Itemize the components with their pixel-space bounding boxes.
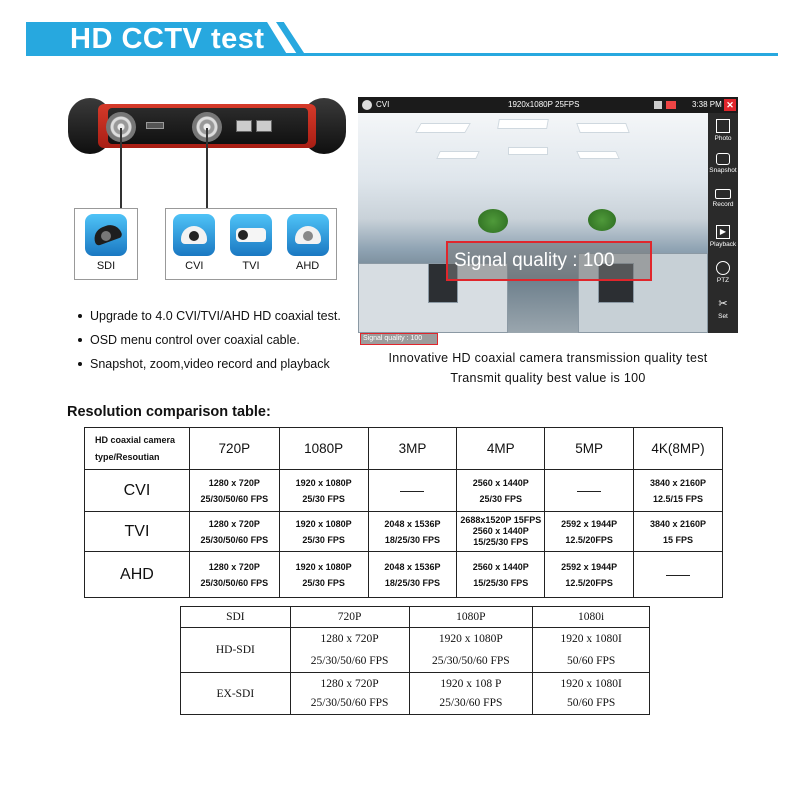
dome-camera-icon bbox=[287, 214, 329, 256]
table-cell: 1280 x 720P 25/30/50/60 FPS bbox=[290, 628, 409, 673]
row-header: TVI bbox=[85, 512, 190, 552]
camera-icon bbox=[362, 100, 372, 110]
table-cell: 1280 x 720P 25/30/50/60 FPS bbox=[189, 470, 279, 512]
screen-resolution: 1920x1080P 25FPS bbox=[508, 100, 580, 109]
table-cell-empty bbox=[634, 552, 723, 598]
table-header-row bbox=[85, 428, 723, 470]
ptz-icon bbox=[716, 261, 730, 275]
screen-caption bbox=[358, 348, 738, 388]
table-row bbox=[85, 512, 723, 552]
column-header: 5MP bbox=[545, 428, 634, 470]
table-cell: 2048 x 1536P 18/25/30 FPS bbox=[368, 552, 457, 598]
column-header: SDI bbox=[181, 607, 291, 628]
analog-camera-box bbox=[165, 208, 337, 280]
page-title: HD CCTV test bbox=[70, 23, 265, 55]
row-header: HD-SDI bbox=[181, 628, 291, 673]
close-icon[interactable]: ✕ bbox=[724, 99, 736, 111]
column-header: 1080P bbox=[279, 428, 368, 470]
dash-mark bbox=[400, 491, 424, 492]
feature-list bbox=[78, 304, 341, 376]
caption-line-2: Transmit quality best value is 100 bbox=[450, 371, 646, 385]
photo-icon bbox=[716, 119, 730, 133]
table-cell: 2688x1520P 15FPS 2560 x 1440P 15/25/30 FPS bbox=[457, 512, 545, 552]
row-header: CVI bbox=[85, 470, 190, 512]
table-cell: 2592 x 1944P 12.5/20FPS bbox=[545, 512, 634, 552]
table-cell-empty bbox=[368, 470, 457, 512]
table-row bbox=[181, 673, 650, 715]
tools-icon: ✂ bbox=[718, 298, 728, 310]
column-header: 4MP bbox=[457, 428, 545, 470]
tester-screen bbox=[358, 97, 738, 342]
row-header: AHD bbox=[85, 552, 190, 598]
record-icon bbox=[715, 189, 731, 199]
feature-item: Upgrade to 4.0 CVI/TVI/AHD HD coaxial test. bbox=[78, 304, 341, 328]
table-row bbox=[85, 470, 723, 512]
tvi-camera bbox=[230, 209, 272, 272]
rj45-port-icon bbox=[236, 120, 252, 132]
cvi-label: CVI bbox=[185, 260, 204, 272]
table-cell: 1920 x 1080P 25/30 FPS bbox=[279, 552, 368, 598]
feature-item: OSD menu control over coaxial cable. bbox=[78, 328, 341, 352]
camera-live-view bbox=[358, 113, 708, 342]
table-cell: 1920 x 1080P 25/30/50/60 FPS bbox=[409, 628, 533, 673]
table-cell: 2048 x 1536P 18/25/30 FPS bbox=[368, 512, 457, 552]
column-header: 1080i bbox=[533, 607, 650, 628]
side-button-playback[interactable]: ▶ Playback bbox=[709, 227, 737, 248]
hdmi-port-icon bbox=[146, 122, 164, 129]
rj45-port-icon bbox=[256, 120, 272, 132]
side-button-set[interactable]: ✂ Set bbox=[708, 293, 738, 329]
table-cell: 3840 x 2160P 15 FPS bbox=[634, 512, 723, 552]
side-button-ptz[interactable]: PTZ bbox=[708, 257, 738, 293]
cvi-camera bbox=[173, 209, 215, 272]
column-header: 720P bbox=[290, 607, 409, 628]
sdi-camera-box bbox=[74, 208, 138, 280]
table-row bbox=[85, 552, 723, 598]
table-cell: 1920 x 108 P 25/30/60 FPS bbox=[409, 673, 533, 715]
screen-time: 3:38 PM bbox=[692, 100, 722, 109]
signal-quality-callout: Signal quality : 100 bbox=[446, 241, 652, 281]
column-header: 1080P bbox=[409, 607, 533, 628]
table-cell: 2560 x 1440P 25/30 FPS bbox=[457, 470, 545, 512]
caption-line-1: Innovative HD coaxial camera transmission quality test bbox=[388, 351, 708, 365]
battery-icon bbox=[654, 101, 662, 109]
table-row bbox=[181, 628, 650, 673]
screen-status-bar bbox=[358, 97, 738, 113]
ahd-label: AHD bbox=[296, 260, 320, 272]
screen-side-menu bbox=[708, 113, 738, 333]
dash-mark bbox=[666, 575, 690, 576]
connector-line-analog bbox=[206, 128, 208, 208]
playback-icon: ▶ bbox=[716, 225, 730, 239]
table-cell-empty bbox=[545, 470, 634, 512]
screen-mode: CVI bbox=[376, 100, 390, 109]
table-corner-header: HD coaxial camera type/Resoutian bbox=[85, 428, 190, 470]
bullet-camera-icon bbox=[230, 214, 272, 256]
resolution-table-title: Resolution comparison table: bbox=[67, 404, 271, 420]
dash-mark bbox=[577, 491, 601, 492]
table-header-row bbox=[181, 607, 650, 628]
table-cell: 2560 x 1440P 15/25/30 FPS bbox=[457, 552, 545, 598]
network-icon bbox=[666, 101, 676, 109]
table-cell: 1280 x 720P 25/30/50/60 FPS bbox=[290, 673, 409, 715]
tvi-label: TVI bbox=[242, 260, 260, 272]
signal-quality-osd: Signal quality : 100 bbox=[360, 333, 438, 345]
side-button-record[interactable]: Record bbox=[708, 185, 738, 221]
side-button-snapshot[interactable]: Snapshot bbox=[708, 149, 738, 185]
table-cell: 3840 x 2160P 12.5/15 FPS bbox=[634, 470, 723, 512]
table-cell: 1920 x 1080P 25/30 FPS bbox=[279, 512, 368, 552]
column-header: 720P bbox=[189, 428, 279, 470]
sdi-label: SDI bbox=[96, 260, 116, 272]
resolution-comparison-table bbox=[84, 427, 723, 598]
connector-line-sdi bbox=[120, 128, 122, 208]
table-cell: 1920 x 1080I 50/60 FPS bbox=[533, 673, 650, 715]
table-cell: 1920 x 1080P 25/30 FPS bbox=[279, 470, 368, 512]
column-header: 3MP bbox=[368, 428, 457, 470]
camera-icon bbox=[716, 153, 730, 165]
dome-camera-icon bbox=[173, 214, 215, 256]
sdi-camera-icon bbox=[85, 214, 127, 256]
table-cell: 1280 x 720P 25/30/50/60 FPS bbox=[189, 552, 279, 598]
column-header: 4K(8MP) bbox=[634, 428, 723, 470]
sdi-resolution-table bbox=[180, 606, 650, 715]
ahd-camera bbox=[287, 209, 329, 272]
feature-item: Snapshot, zoom,video record and playback bbox=[78, 352, 341, 376]
side-button-photo[interactable]: Photo bbox=[708, 113, 738, 149]
table-cell: 1920 x 1080I 50/60 FPS bbox=[533, 628, 650, 673]
table-cell: 1280 x 720P 25/30/50/60 FPS bbox=[189, 512, 279, 552]
table-cell: 2592 x 1944P 12.5/20FPS bbox=[545, 552, 634, 598]
row-header: EX-SDI bbox=[181, 673, 291, 715]
